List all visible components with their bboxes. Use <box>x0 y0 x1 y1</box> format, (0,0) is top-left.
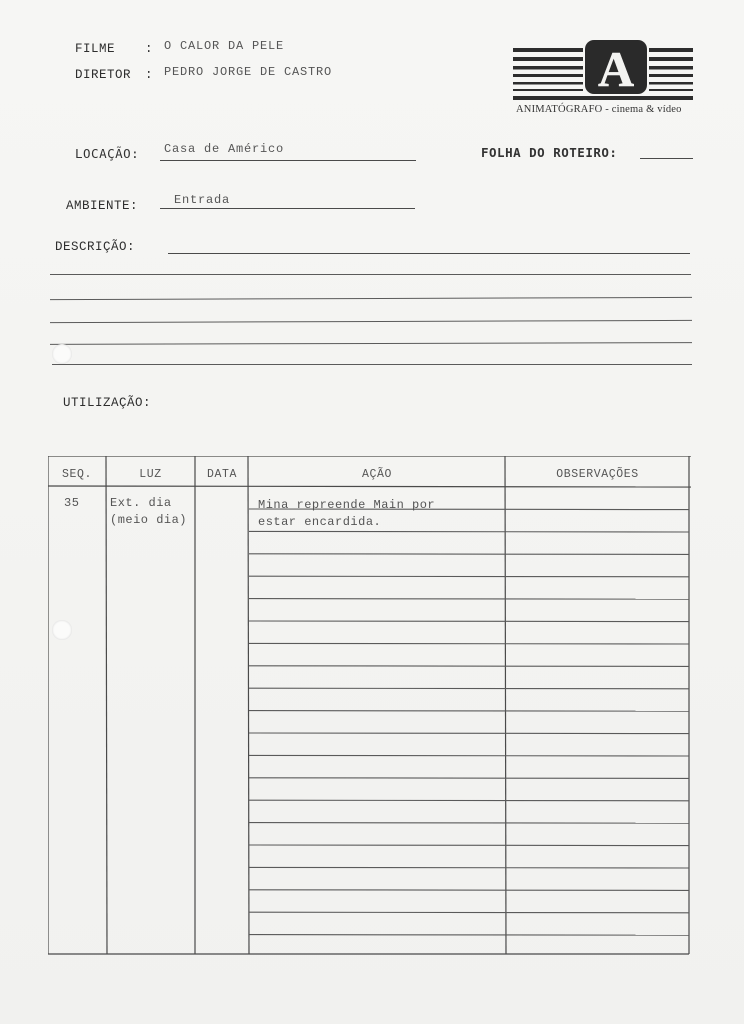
logo-caption: ANIMATÓGRAFO - cinema & vídeo <box>516 104 682 115</box>
locacao-underline <box>160 160 416 161</box>
cell-luz: Ext. dia (meio dia) <box>110 496 188 527</box>
locacao-label: LOCAÇÃO: <box>75 146 140 161</box>
table-rule-line <box>249 576 689 577</box>
logo-letter: A <box>597 41 635 97</box>
table-rule-line <box>249 711 689 712</box>
filme-separator: : <box>145 42 154 56</box>
table-rule-line <box>249 778 689 779</box>
table-rule-line <box>249 554 689 555</box>
descricao-line-6 <box>52 364 692 365</box>
table-rule-line <box>249 688 689 689</box>
descricao-line-4 <box>50 320 692 323</box>
table-rule-line <box>249 800 689 801</box>
header-data: DATA <box>206 468 237 481</box>
cell-seq: 35 <box>64 496 80 510</box>
descricao-line-5 <box>50 342 692 345</box>
table-rule-line <box>249 666 689 667</box>
descricao-line-1 <box>168 253 690 254</box>
table-rule-line <box>249 890 689 891</box>
punch-hole-bottom <box>52 620 72 640</box>
descricao-label: DESCRIÇÃO: <box>55 240 136 254</box>
table-rule-line <box>249 599 689 600</box>
header-acao: AÇÃO <box>361 468 392 481</box>
cell-acao: Mina repreende Main por estar encardida. <box>258 498 436 529</box>
table-rule-line <box>249 935 689 936</box>
table-rule-line <box>249 845 689 846</box>
folha-roteiro-label: FOLHA DO ROTEIRO: <box>481 145 618 160</box>
diretor-separator: : <box>145 68 154 82</box>
descricao-line-3 <box>50 297 692 300</box>
table-rule-line <box>249 755 689 756</box>
header-observacoes: OBSERVAÇÕES <box>556 468 639 481</box>
table-row-lines <box>249 509 689 935</box>
header-luz: LUZ <box>139 468 162 481</box>
header-seq: SEQ. <box>61 468 92 481</box>
ambiente-value: Entrada <box>174 193 231 207</box>
punch-hole-top <box>52 344 72 364</box>
utilizacao-label: UTILIZAÇÃO: <box>63 396 152 410</box>
locacao-value: Casa de Américo <box>164 142 285 156</box>
table-rule-line <box>249 531 689 532</box>
table-rule-line <box>249 823 689 824</box>
table-rule-line <box>249 643 689 644</box>
table-grid <box>48 456 691 956</box>
table-rule-line <box>249 621 689 622</box>
table-rule-line <box>249 912 689 913</box>
table-rule-line <box>249 867 689 868</box>
diretor-value: PEDRO JORGE DE CASTRO <box>164 65 333 79</box>
filme-value: O CALOR DA PELE <box>164 39 285 53</box>
descricao-line-2 <box>50 274 691 275</box>
table-rule-line <box>249 733 689 734</box>
shot-table <box>48 456 691 956</box>
ambiente-underline <box>160 208 415 209</box>
animatografo-logo <box>513 40 693 102</box>
ambiente-label: AMBIENTE: <box>66 199 139 213</box>
diretor-label: DIRETOR <box>75 68 132 82</box>
filme-label: FILME <box>75 42 116 56</box>
folha-roteiro-underline <box>640 158 693 159</box>
